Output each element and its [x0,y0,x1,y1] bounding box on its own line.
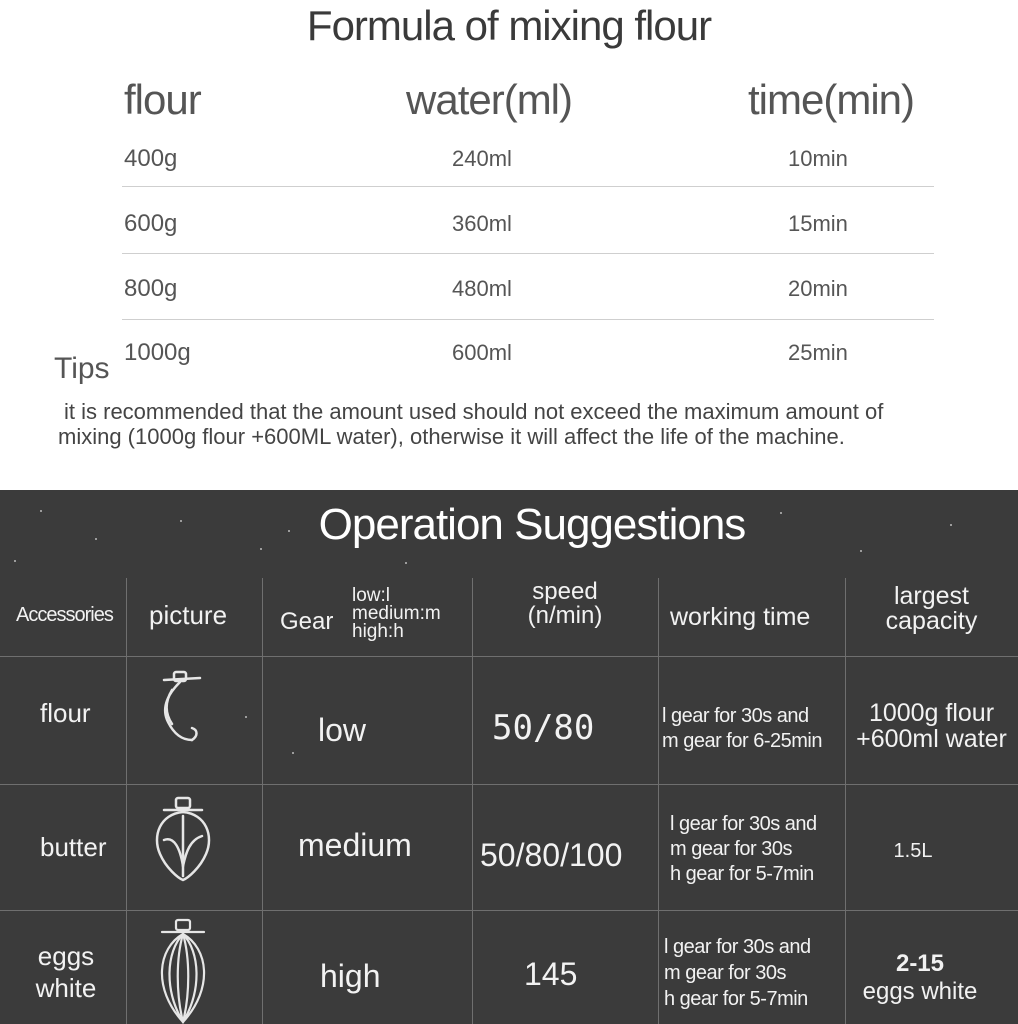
speckle [860,550,862,552]
flour-cell: 1000g [124,339,191,366]
gear-medium: medium [298,827,412,863]
gear-legend [352,587,441,641]
header-speed [472,580,658,628]
column-divider [126,578,127,1024]
speckle [245,716,247,718]
accessory-butter: butter [40,832,107,862]
gear-high: high [320,958,381,994]
formula-section [0,0,1018,490]
speed-value: 50/80/100 [480,837,623,873]
flour-cell: 400g [124,145,178,172]
water-cell: 360ml [452,211,512,236]
time-cell: 15min [788,211,848,236]
header-gear: Gear [280,608,334,635]
time-cell: 10min [788,146,848,171]
dough-hook-icon [152,670,212,752]
header-accessories: Accessories [16,604,113,626]
gear-low: low [318,712,367,748]
header-flour: flour [124,76,201,123]
header-water: water(ml) [406,76,572,123]
capacity-line: 1000g flour [868,699,995,727]
capacity-line: 2-15 [895,950,945,977]
flat-beater-icon [150,796,216,882]
water-cell: 480ml [452,276,512,301]
working-time-line: h gear for 5-7min [664,988,808,1010]
header-capacity [845,584,1018,634]
column-divider [658,578,659,1024]
operation-title: Operation Suggestions [318,500,746,549]
capacity-line: +600ml water [856,725,1007,753]
row-divider [0,656,1018,657]
water-cell: 600ml [452,340,512,365]
header-capacity-line2: capacity [885,607,978,635]
header-speed-line1: speed [532,578,598,605]
header-time: time(min) [748,76,914,123]
column-divider [262,578,263,1024]
row-divider [0,910,1018,911]
tips-text: it is recommended that the amount used should not exceed the maximum amount of mixing (1000g flour +600ML water), otherwise it will affect the life of the machine. [58,399,884,449]
capacity [845,840,981,863]
column-divider [472,578,473,1024]
flour-cell: 800g [124,275,178,302]
accessory-line: white [35,973,97,1003]
working-time [662,704,822,754]
capacity-line: eggs white [862,978,978,1005]
accessory-flour: flour [40,698,91,728]
working-time-line: m gear for 30s [670,838,792,860]
accessory-line: eggs [37,941,95,971]
row-divider [0,784,1018,785]
working-time-line: h gear for 5-7min [670,863,814,885]
working-time-line: m gear for 30s [664,962,786,984]
working-time [664,934,811,1012]
capacity [845,700,1018,752]
gear-legend-medium: medium:m [352,603,441,624]
header-working-time: working time [670,603,811,631]
speckle [405,562,407,564]
row-divider [122,253,934,254]
capacity [845,950,995,1006]
working-time [670,812,817,887]
working-time-line: l gear for 30s and [664,936,811,958]
time-cell: 25min [788,340,848,365]
speckle [292,752,294,754]
flour-cell: 600g [124,210,178,237]
wire-whisk-icon [150,918,216,1024]
gear-legend-high: high:h [352,621,404,642]
water-cell: 240ml [452,146,512,171]
gear-legend-low: low:l [352,585,391,606]
header-speed-line2: (n/min) [527,602,603,629]
speed-value: 50/80 [492,708,595,748]
speed-value: 145 [524,956,578,992]
capacity-line: 1.5L [893,840,933,862]
tips-label: Tips [54,352,110,385]
row-divider [122,186,934,187]
row-divider [122,319,934,320]
working-time-line: m gear for 6-25min [662,730,822,752]
time-cell: 20min [788,276,848,301]
working-time-line: l gear for 30s and [670,813,817,835]
formula-title: Formula of mixing flour [306,2,712,49]
working-time-line: l gear for 30s and [662,705,809,727]
speckle [14,560,16,562]
operation-section [0,490,1018,1024]
header-picture: picture [149,600,228,630]
header-capacity-line1: largest [893,582,970,610]
accessory-eggs-white [34,940,98,1004]
